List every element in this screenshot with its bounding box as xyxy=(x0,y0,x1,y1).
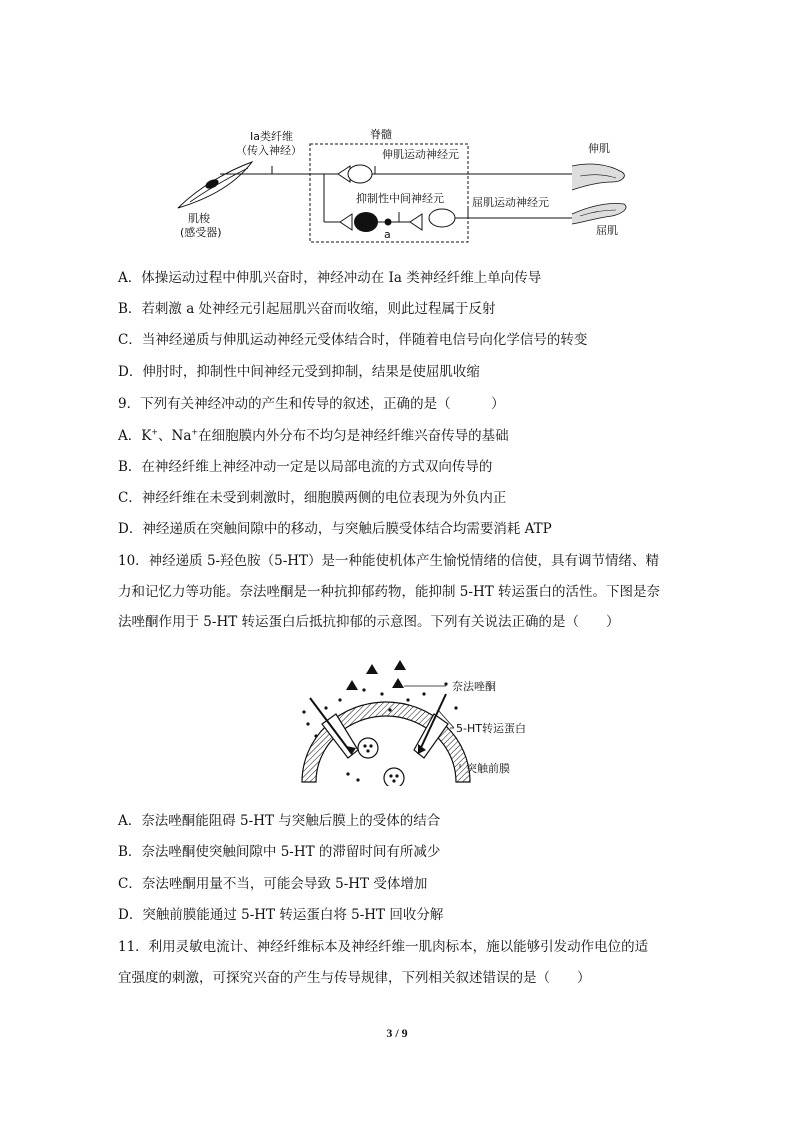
q9-stem: 9．下列有关神经冲动的产生和传导的叙述，正确的是（ ） xyxy=(118,396,505,412)
point-a-dot xyxy=(385,219,392,226)
label-transporter: 5-HT转运蛋白 xyxy=(456,722,526,735)
label-presynaptic-membrane: 突触前膜 xyxy=(466,762,510,775)
q10-option-d: D．突触前膜能通过 5-HT 转运蛋白将 5-HT 回收分解 xyxy=(118,907,444,923)
label-spindle: 肌梭 xyxy=(188,212,210,225)
label-flexor-motor: 屈肌运动神经元 xyxy=(472,196,549,209)
drug-triangle-3 xyxy=(346,680,358,690)
q8-option-c: C．当神经递质与伸肌运动神经元受体结合时，伴随着电信号向化学信号的转变 xyxy=(118,332,588,348)
muscle-spindle-inner xyxy=(190,168,248,202)
label-extensor-motor: 伸肌运动神经元 xyxy=(382,148,459,161)
q10-stem-line-3: 法唑酮作用于 5-HT 转运蛋白后抵抗抑郁的示意图。下列有关说法正确的是（ ） xyxy=(118,614,620,630)
label-afferent: （传入神经） xyxy=(236,144,302,157)
arm-sketch xyxy=(572,164,624,190)
spindle-body xyxy=(204,177,220,190)
label-flexor: 屈肌 xyxy=(596,224,618,237)
drug-triangle-2 xyxy=(394,660,406,670)
q9-option-b: B．在神经纤维上神经冲动一定是以局部电流的方式双向传导的 xyxy=(118,459,493,475)
page-number: 3 / 9 xyxy=(386,1026,408,1040)
q10-stem-line-1: 10．神经递质 5-羟色胺（5-HT）是一种能使机体产生愉悦情绪的信使，具有调节情绪、精 xyxy=(118,553,660,569)
presynaptic-membrane xyxy=(302,702,470,782)
label-extensor: 伸肌 xyxy=(588,142,610,155)
q11-stem-line-2: 宜强度的刺激，可探究兴奋的产生与传导规律，下列相关叙述错误的是（ ） xyxy=(118,970,591,986)
q9-option-c: C．神经纤维在未受到刺激时，细胞膜两侧的电位表现为外负内正 xyxy=(118,490,507,506)
q11-stem-line-1: 11．利用灵敏电流计、神经纤维标本及神经纤维一肌肉标本，施以能够引发动作电位的适 xyxy=(118,939,649,955)
label-point-a: a xyxy=(384,228,391,241)
extensor-motor-neuron xyxy=(348,165,372,183)
reflex-arc-figure xyxy=(160,126,640,246)
q10-option-b: B．奈法唑酮使突触间隙中 5-HT 的滞留时间有所减少 xyxy=(118,844,441,860)
flexor-motor-neuron xyxy=(429,209,455,227)
q8-option-a: A．体操运动过程中伸肌兴奋时，神经冲动在 Ia 类神经纤维上单向传导 xyxy=(118,270,542,286)
q10-option-c: C．奈法唑酮用量不当，可能会导致 5-HT 受体增加 xyxy=(118,876,428,892)
q9-option-a: A．K+、Na+在细胞膜内外分布不均匀是神经纤维兴奋传导的基础 xyxy=(118,427,509,444)
q10-option-a: A．奈法唑酮能阻碍 5-HT 与突触后膜上的受体的结合 xyxy=(118,813,441,829)
drug-triangle-1 xyxy=(366,664,378,674)
vesicle-2 xyxy=(384,768,404,786)
inhibitory-interneuron xyxy=(354,212,378,232)
label-receptor: (感受器) xyxy=(180,226,222,239)
vesicle-1 xyxy=(358,738,378,758)
transporter-right xyxy=(414,694,448,758)
label-spinal-cord: 脊髓 xyxy=(370,128,392,141)
q8-option-d: D．伸肘时，抑制性中间神经元受到抑制，结果是使屈肌收缩 xyxy=(118,364,480,380)
drug-triangle-4 xyxy=(392,678,404,688)
q9-option-d: D．神经递质在突触间隙中的移动，与突触后膜受体结合均需要消耗 ATP xyxy=(118,521,552,537)
q10-stem-line-2: 力和记忆力等功能。奈法唑酮是一种抗抑郁药物，能抑制 5-HT 转运蛋白的活性。下图是奈 xyxy=(118,584,661,600)
q8-option-b: B．若刺激 a 处神经元引起屈肌兴奋而收缩，则此过程属于反射 xyxy=(118,301,496,317)
synapse-figure xyxy=(296,654,558,786)
label-ia-fiber: Ia类纤维 xyxy=(250,130,293,143)
label-inhibitory: 抑制性中间神经元 xyxy=(356,192,444,205)
label-drug: 奈法唑酮 xyxy=(452,680,496,693)
